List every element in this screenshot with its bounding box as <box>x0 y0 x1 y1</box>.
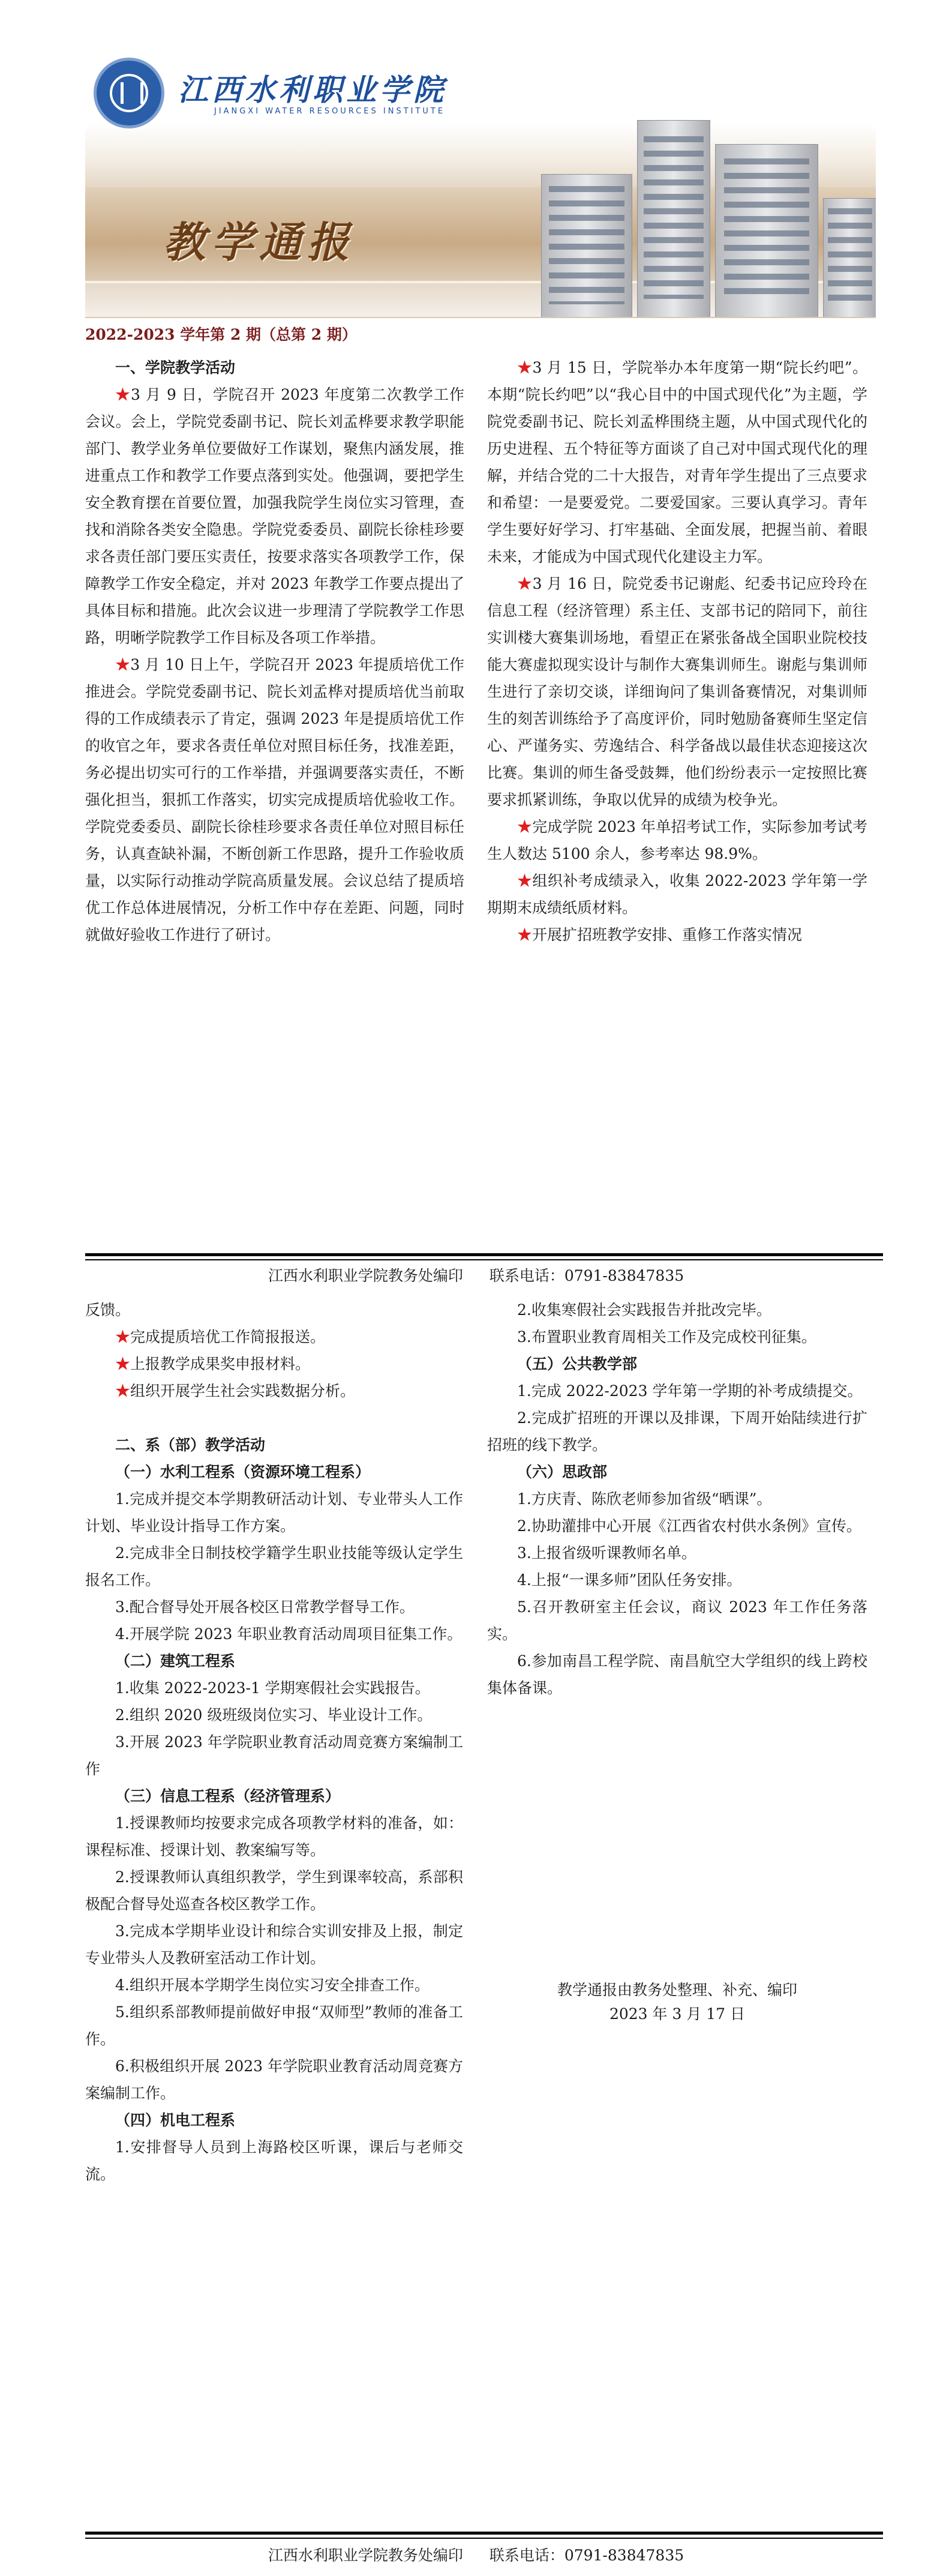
page-divider <box>85 2532 883 2535</box>
page2-left-column <box>85 1296 463 2188</box>
news-text: 3 月 9 日，学院召开 2023 年度第二次教学工作会议。会上，学院党委副书记、院长刘孟桦要求教学职能部门、教学业务单位要做好工作谋划，聚焦内涵发展，推进重点工作和教学工作要点落到实处。他强调，要把学生安全教育摆在首要位置，加强我院学生岗位实习管理，查找和消除各类安全隐患。学院党委委员、副院长徐桂珍要求各责任部门要压实责任，按要求落实各项教学工作，保障教学工作安全稳定，并对 2023 年教学工作要点提出了具体目标和措施。此次会议进一步理清了学院教学工作思路，明晰学院教学工作目标及各项工作举措。 <box>85 386 464 646</box>
news-item <box>85 1323 463 1350</box>
editor-signature <box>487 1978 867 2026</box>
page-divider <box>85 1253 883 1256</box>
page-footer <box>0 2544 952 2565</box>
campus-building-illustration <box>523 108 876 318</box>
news-item <box>85 651 464 948</box>
dept-item: 6.积极组织开展 2023 年学院职业教育活动周竞赛方案编制工作。 <box>85 2057 463 2102</box>
star-icon: ★ <box>517 359 533 376</box>
signature-date: 2023 年 3 月 17 日 <box>609 2005 746 2023</box>
building-block <box>823 198 876 318</box>
news-item <box>85 1377 463 1404</box>
news-text: 3 月 16 日，院党委书记谢彪、纪委书记应玲玲在信息工程（经济管理）系主任、支部书记的陪同下，前往实训楼大赛集训场地，看望正在紧张备战全国职业院校技能大赛虚拟现实设计与制作大赛集训师生。谢彪与集训师生进行了亲切交谈，详细询问了集训备赛情况，对集训师生的刻苦训练给予了高度评价，同时勉励备赛师生坚定信心、严谨务实、劳逸结合、科学备战以最佳状态迎接这次比赛。集训的师生备受鼓舞，他们纷纷表示一定按照比赛要求抓紧训练，争取以优异的成绩为校争光。 <box>487 575 867 808</box>
news-text: 组织开展学生社会实践数据分析。 <box>130 1382 356 1400</box>
building-block <box>715 144 818 318</box>
dept-item: 3.配合督导处开展各校区日常教学督导工作。 <box>115 1598 415 1616</box>
news-text: 3 月 15 日，学院举办本年度第一期“院长约吧”。本期“院长约吧”以“我心目中的中国式现代化”为主题，学院党委副书记、院长刘孟桦围绕主题，从中国式现代化的历史进程、五个特征等方面谈了自己对中国式现代化的理解，并结合党的二十大报告，对青年学生提出了三点要求和希望：一是要爱党。二要爱国家。三要认真学习。青年学生要好好学习、打牢基础、全面发展，把握当前、着眼未来，才能成为中国式现代化建设主力军。 <box>487 359 867 565</box>
star-icon: ★ <box>517 818 533 835</box>
building-block <box>541 174 632 318</box>
dept-item: 2.完成非全日制技校学籍学生职业技能等级认定学生报名工作。 <box>85 1544 463 1589</box>
page1-left-column <box>85 354 464 948</box>
dept-heading: （一）水利工程系（资源环境工程系） <box>115 1463 371 1481</box>
dept-item: 3.完成本学期毕业设计和综合实训安排及上报，制定专业带头人及教研室活动工作计划。 <box>85 1922 463 1967</box>
dept-item: 2.授课教师认真组织教学，学生到课率较高，系部积极配合督导处巡查各校区教学工作。 <box>85 1868 463 1913</box>
news-item <box>487 813 867 867</box>
dept-item: 1.收集 2022-2023-1 学期寒假社会实践报告。 <box>115 1679 430 1697</box>
news-text: 完成学院 2023 年单招考试工作，实际参加考试考生人数达 5100 余人，参考率达 98.9%。 <box>487 818 867 862</box>
news-item <box>85 1350 463 1377</box>
dept-item: 2.协助灌排中心开展《江西省农村供水条例》宣传。 <box>517 1517 861 1535</box>
star-icon: ★ <box>115 1328 131 1346</box>
section-heading: 一、学院教学活动 <box>115 359 236 376</box>
school-name-cn: 江西水利职业学院 <box>178 72 447 107</box>
footer-office: 江西水利职业学院教务处编印 <box>268 1267 463 1284</box>
issue-number: 2022-2023 学年第 2 期（总第 2 期） <box>85 326 357 343</box>
news-item <box>487 570 867 813</box>
star-icon: ★ <box>115 386 131 403</box>
star-icon: ★ <box>115 656 131 673</box>
dept-heading: （五）公共教学部 <box>517 1355 638 1373</box>
dept-item: 5.召开教研室主任会议，商议 2023 年工作任务落实。 <box>487 1598 867 1643</box>
school-logo-mark <box>110 74 148 112</box>
header-divider <box>85 317 876 318</box>
dept-heading: （三）信息工程系（经济管理系） <box>115 1787 341 1805</box>
star-icon: ★ <box>517 872 533 889</box>
footer-phone: 联系电话：0791-83847835 <box>489 1267 684 1284</box>
dept-item: 3.上报省级听课教师名单。 <box>517 1544 696 1562</box>
dept-item: 2.完成扩招班的开课以及排课，下周开始陆续进行扩招班的线下教学。 <box>487 1409 867 1454</box>
page-divider-thin <box>85 2538 883 2539</box>
news-text: 上报教学成果奖申报材料。 <box>130 1355 311 1373</box>
school-logo <box>94 58 164 128</box>
dept-item: 2.收集寒假社会实践报告并批改完毕。 <box>517 1301 771 1319</box>
news-item <box>487 354 867 570</box>
footer-office: 江西水利职业学院教务处编印 <box>268 2547 463 2564</box>
star-icon: ★ <box>517 575 533 592</box>
dept-heading: （二）建筑工程系 <box>115 1652 236 1670</box>
dept-item: 2.组织 2020 级班级岗位实习、毕业设计工作。 <box>115 1706 433 1724</box>
dept-item: 1.方庆青、陈欣老师参加省级“晒课”。 <box>517 1490 772 1508</box>
news-text: 开展扩招班教学安排、重修工作落实情况 <box>532 926 803 943</box>
news-text: 组织补考成绩录入，收集 2022-2023 学年第一学期期末成绩纸质材料。 <box>487 872 867 916</box>
dept-item: 1.完成并提交本学期教研活动计划、专业带头人工作计划、毕业设计指导工作方案。 <box>85 1490 463 1535</box>
page1-right-column <box>487 354 867 948</box>
building-tower <box>637 120 710 318</box>
star-icon: ★ <box>115 1382 131 1400</box>
dept-item: 1.授课教师均按要求完成各项教学材料的准备，如：课程标准、授课计划、教案编写等。 <box>85 1814 463 1859</box>
page-footer <box>0 1264 952 1286</box>
dept-item: 6.参加南昌工程学院、南昌航空大学组织的线上跨校集体备课。 <box>487 1652 867 1697</box>
dept-item: 3.开展 2023 年学院职业教育活动周竞赛方案编制工作 <box>85 1733 463 1778</box>
dept-item: 4.开展学院 2023 年职业教育活动周项目征集工作。 <box>115 1625 463 1643</box>
news-item <box>85 381 464 651</box>
dept-item: 1.完成 2022-2023 学年第一学期的补考成绩提交。 <box>517 1382 863 1400</box>
page-divider-thin <box>85 1259 883 1260</box>
dept-heading: （六）思政部 <box>517 1463 608 1481</box>
continued-text: 反馈。 <box>85 1301 131 1319</box>
dept-item: 3.布置职业教育周相关工作及完成校刊征集。 <box>517 1328 816 1346</box>
star-icon: ★ <box>517 926 533 943</box>
dept-heading: （四）机电工程系 <box>115 2111 236 2129</box>
header-banner <box>85 48 876 318</box>
bulletin-title: 教学通报 <box>163 217 355 267</box>
footer-phone: 联系电话：0791-83847835 <box>489 2547 684 2564</box>
dept-item: 5.组织系部教师提前做好申报“双师型”教师的准备工作。 <box>85 2003 463 2048</box>
news-item <box>487 867 867 921</box>
dept-item: 4.上报“一课多师”团队任务安排。 <box>517 1571 742 1589</box>
section-heading: 二、系（部）教学活动 <box>115 1436 266 1454</box>
dept-item: 1.安排督导人员到上海路校区听课，课后与老师交流。 <box>85 2138 463 2183</box>
news-item <box>487 921 867 948</box>
dept-item: 4.组织开展本学期学生岗位实习安全排查工作。 <box>115 1976 430 1994</box>
page2-right-column <box>487 1296 867 1702</box>
star-icon: ★ <box>115 1355 131 1373</box>
school-name-en: JIANGXI WATER RESOURCES INSTITUTE <box>214 107 446 116</box>
news-text: 完成提质培优工作简报报送。 <box>130 1328 326 1346</box>
signature-editor: 教学通报由教务处整理、补充、编印 <box>557 1981 797 1999</box>
news-text: 3 月 10 日上午，学院召开 2023 年提质培优工作推进会。学院党委副书记、院长刘孟桦对提质培优当前取得的工作成绩表示了肯定，强调 2023 年是提质培优工作的收官之年，要求各责任单位对照目标任务，找准差距，务必提出切实可行的工作举措，并强调要落实责任，不断强化担当，狠抓工作落实，切实完成提质培优验收工作。学院党委委员、副院长徐桂珍要求各责任单位对照目标任务，认真查缺补漏，不断创新工作思路，提升工作验收质量，以实际行动推动学院高质量发展。会议总结了提质培优工作总体进展情况，分析工作中存在差距、问题，同时就做好验收工作进行了研讨。 <box>85 656 464 943</box>
